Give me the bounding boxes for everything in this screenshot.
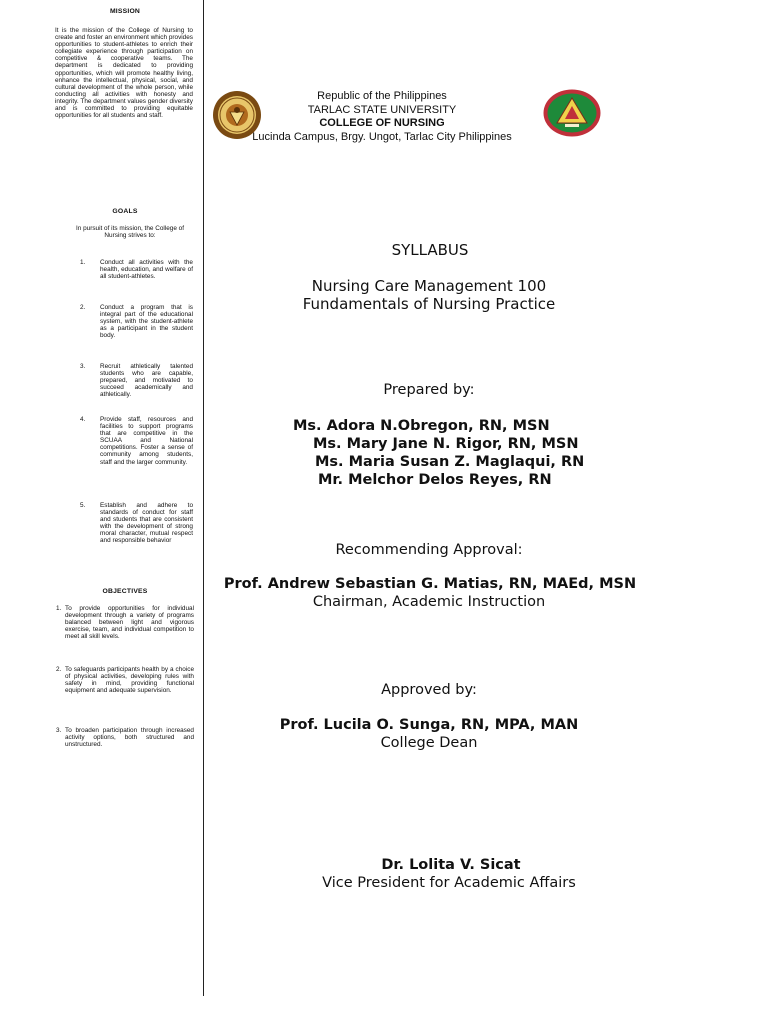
mission-text: It is the mission of the College of Nursing to create and foster an environment which provides opportunities to student-athletes to enrich their collegiate experience through participation on competitive & cooperative teams. The department is dedicated to providing opportunities, which will promote healthy living, enhance the intellectual, physical, social, and cultural development of the whole person, while conducting all activities with honesty and integrity. The department values gender diversity and is committed to providing equitable opportunities for all students and staff.	[55, 27, 193, 120]
header-line-address: Lucinda Campus, Brgy. Ungot, Tarlac City Philippines	[252, 130, 512, 143]
preparer-name: Ms. Adora N.Obregon, RN, MSN	[293, 418, 550, 434]
vp-role: Vice President for Academic Affairs	[322, 875, 576, 891]
objectives-heading: OBJECTIVES	[102, 588, 148, 595]
goal-number: 3.	[80, 363, 86, 370]
prepared-by-label: Prepared by:	[383, 382, 475, 398]
goal-text: Establish and adhere to standards of conduct for staff and students that are consistent with the development of strong moral character, mutual respect and responsible behavior	[100, 502, 193, 545]
goal-text: Provide staff, resources and facilities to support programs that are competitive in the SCUAA and National competitions. Foster a sense of community among students, staff and the larger community.	[100, 416, 193, 466]
recommender-role: Chairman, Academic Instruction	[312, 594, 546, 610]
letterhead	[232, 90, 532, 144]
objective-text: To provide opportunities for individual development through a variety of programs balanced between light and vigorous exercise, team, and individual competition to meet all skill levels.	[65, 605, 194, 641]
course-title: Fundamentals of Nursing Practice	[302, 295, 556, 313]
column-divider	[203, 0, 204, 996]
approver-role: College Dean	[380, 735, 478, 751]
objective-number: 2.	[56, 666, 62, 673]
objective-number: 1.	[56, 605, 62, 612]
goal-number: 1.	[80, 259, 86, 266]
header-line-republic: Republic of the Philippines	[317, 90, 447, 102]
document-title: SYLLABUS	[391, 241, 469, 259]
goal-number: 5.	[80, 502, 86, 509]
header-line-college: COLLEGE OF NURSING	[319, 117, 445, 129]
course-code: Nursing Care Management 100	[311, 277, 547, 295]
goal-text: Conduct a program that is integral part of the educational system, with the student-athlete as a participant in the student body.	[100, 304, 193, 340]
preparer-name: Mr. Melchor Delos Reyes, RN	[318, 472, 552, 488]
goals-intro: In pursuit of its mission, the College of Nursing strives to:	[76, 225, 184, 240]
goal-text: Conduct all activities with the health, education, and welfare of all student-athletes.	[100, 259, 193, 281]
recommender-name: Prof. Andrew Sebastian G. Matias, RN, MAEd, MSN	[223, 576, 637, 592]
approver-name: Prof. Lucila O. Sunga, RN, MPA, MAN	[279, 717, 579, 733]
preparer-name: Ms. Maria Susan Z. Maglaqui, RN	[315, 454, 585, 470]
objective-text: To broaden participation through increased activity options, both structured and unstructured.	[65, 727, 194, 749]
mission-heading: MISSION	[109, 8, 141, 15]
header-line-university: TARLAC STATE UNIVERSITY	[307, 103, 457, 116]
goal-text: Recruit athletically talented students who are capable, prepared, and motivated to succeed academically and athletically.	[100, 363, 193, 399]
goals-heading: GOALS	[112, 208, 138, 215]
recommending-approval-label: Recommending Approval:	[335, 542, 523, 558]
college-seal-icon	[543, 89, 601, 137]
objective-number: 3.	[56, 727, 62, 734]
goal-number: 4.	[80, 416, 86, 423]
goal-number: 2.	[80, 304, 86, 311]
preparer-name: Ms. Mary Jane N. Rigor, RN, MSN	[313, 436, 579, 452]
objective-text: To safeguards participants health by a choice of physical activities, developing rules with safety in mind, providing functional equipment and adequate supervision.	[65, 666, 194, 695]
approved-by-label: Approved by:	[381, 682, 477, 698]
vp-name: Dr. Lolita V. Sicat	[381, 857, 521, 873]
